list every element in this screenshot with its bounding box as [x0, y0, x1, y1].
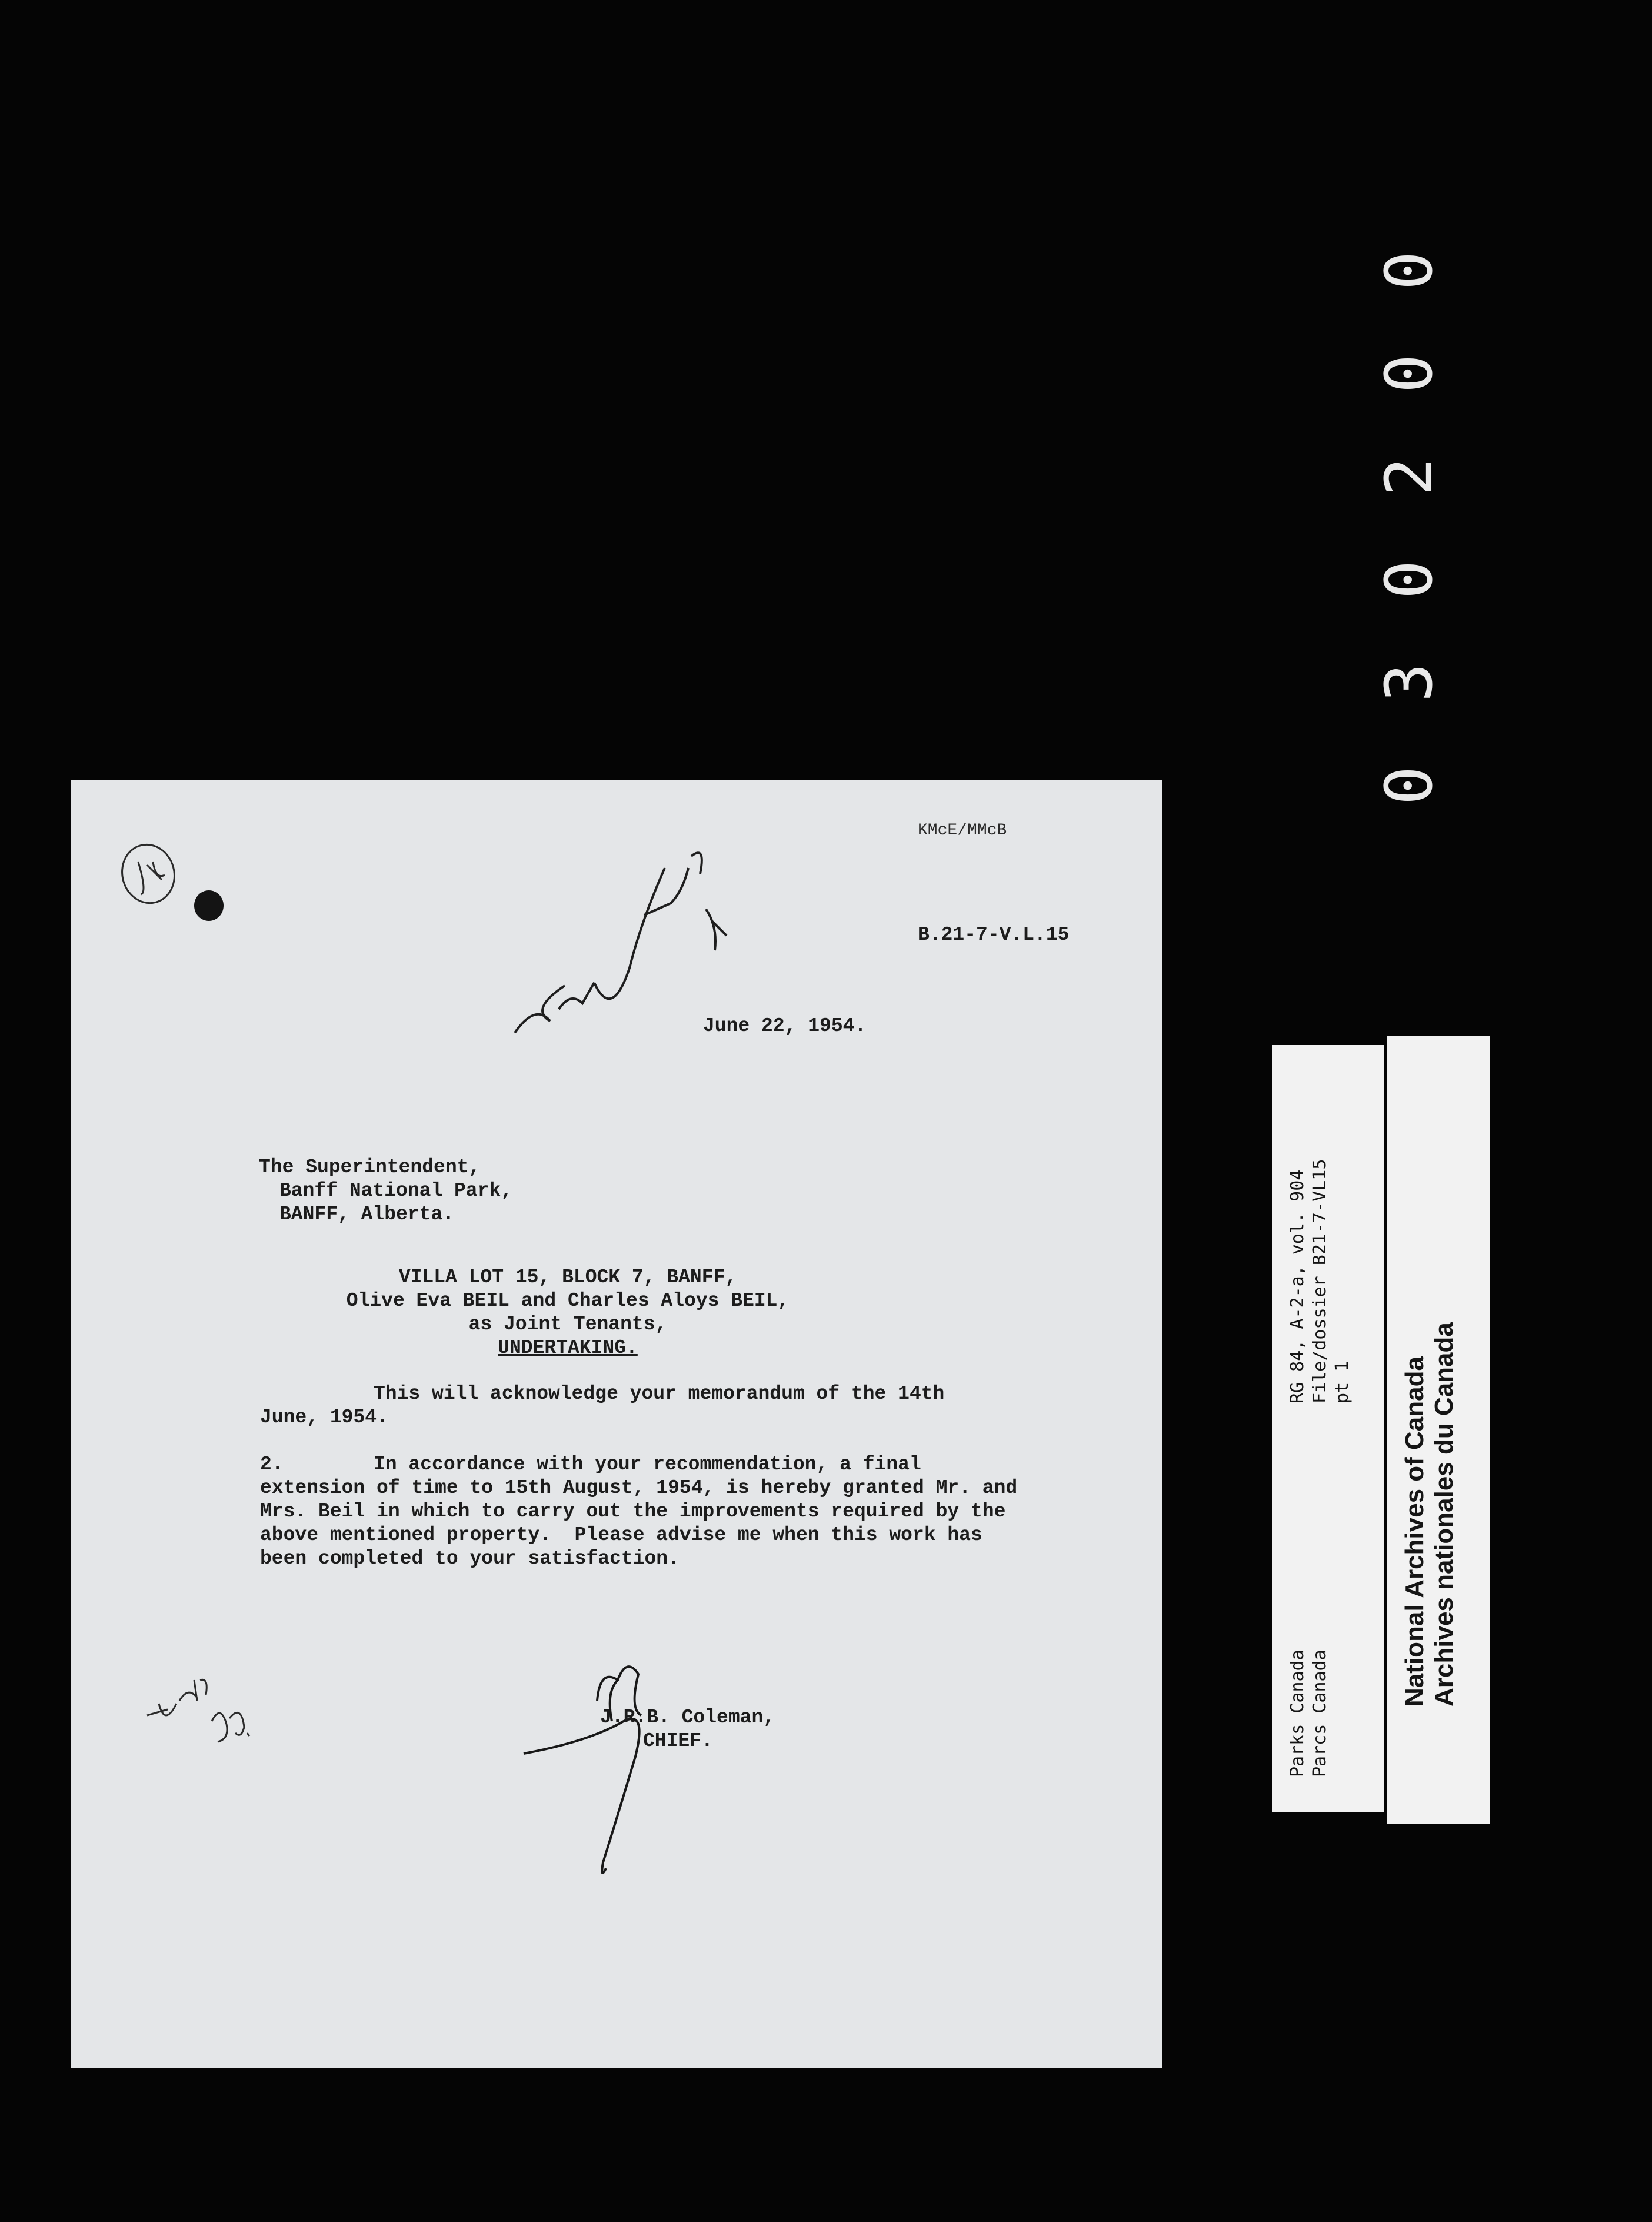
handwritten-margin-note [141, 1645, 277, 1780]
paragraph-line: been completed to your satisfaction. [260, 1548, 680, 1569]
frame-digit: 3 [1371, 663, 1447, 703]
reference-line: pt 1 [1332, 1361, 1353, 1403]
circled-initial-mark [106, 839, 194, 909]
frame-digit: 2 [1371, 457, 1447, 497]
reference-line: RG 84, A-2-a, vol. 904 [1287, 1169, 1308, 1403]
subject-line: UNDERTAKING. [498, 1337, 638, 1359]
typist-initials: KMcE/MMcB [918, 821, 1007, 840]
frame-digit: 0 [1371, 354, 1447, 394]
punch-hole [194, 890, 224, 921]
reference-line: File/dossier B21-7-VL15 [1310, 1159, 1330, 1403]
paragraph-line: above mentioned property. Please advise me when this work has [260, 1524, 982, 1546]
subject-line: as Joint Tenants, [468, 1313, 667, 1335]
agency-line: Parcs Canada [1310, 1649, 1330, 1777]
subject-line: Olive Eva BEIL and Charles Aloys BEIL, [346, 1290, 790, 1312]
paragraph-line: Mrs. Beil in which to carry out the improvements required by the [260, 1501, 1006, 1522]
agency-line: Parks Canada [1287, 1649, 1308, 1777]
frame-digit: 0 [1371, 766, 1447, 806]
paragraph-number: 2. [260, 1453, 284, 1475]
frame-number [1371, 238, 1447, 821]
institution-name-fr: Archives nationales du Canada [1430, 1322, 1458, 1707]
institution-name-en: National Archives of Canada [1400, 1356, 1429, 1707]
frame-digit: 0 [1371, 560, 1447, 600]
paragraph-line: In accordance with your recommendation, a final [374, 1453, 921, 1475]
subject-line: VILLA LOT 15, BLOCK 7, BANFF, [398, 1266, 737, 1288]
letter-date: June 22, 1954. [703, 1015, 867, 1037]
signature [518, 1645, 706, 1892]
paragraph-line: This will acknowledge your memorandum of the 14th [374, 1383, 945, 1405]
archive-institution-label [1387, 1036, 1490, 1824]
signatory-name: J.R.B. Coleman, [600, 1707, 775, 1728]
recipient-line: Banff National Park, [279, 1180, 513, 1202]
archive-reference-label [1272, 1045, 1384, 1812]
signatory-title: CHIEF. [643, 1730, 713, 1752]
recipient-line: The Superintendent, [259, 1156, 481, 1178]
paragraph-line: June, 1954. [260, 1406, 388, 1428]
paragraph-line: extension of time to 15th August, 1954, is hereby granted Mr. and [260, 1477, 1018, 1499]
handwritten-annotation [494, 833, 765, 1045]
frame-digit: 0 [1371, 251, 1447, 291]
file-reference: B.21-7-V.L.15 [918, 924, 1070, 946]
letter-page [71, 780, 1162, 2068]
recipient-line: BANFF, Alberta. [279, 1203, 455, 1225]
